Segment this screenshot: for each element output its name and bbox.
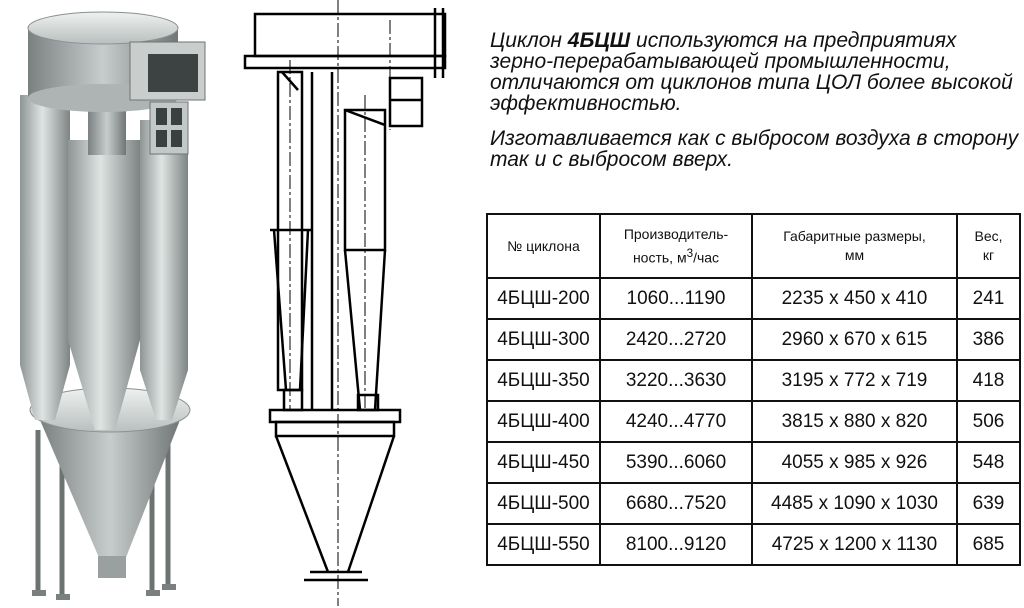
header-capacity: Производитель- ность, $м^3$/час bbox=[600, 214, 752, 278]
header-dimensions: Габаритные размеры, мм bbox=[752, 214, 957, 278]
table-row bbox=[487, 524, 1020, 565]
header-number: № циклона bbox=[487, 214, 600, 278]
cell-model: 4БЦШ-500 bbox=[487, 483, 600, 524]
cell-model: 4БЦШ-350 bbox=[487, 360, 600, 401]
table-row bbox=[487, 360, 1020, 401]
specifications-table bbox=[486, 213, 1021, 566]
table-row bbox=[487, 319, 1020, 360]
cell-dimensions: 2235 х 450 х 410 bbox=[752, 278, 957, 319]
cell-capacity: 4240...4770 bbox=[600, 401, 752, 442]
cell-capacity: 1060...1190 bbox=[600, 278, 752, 319]
cell-capacity: 8100...9120 bbox=[600, 524, 752, 565]
cell-model: 4БЦШ-200 bbox=[487, 278, 600, 319]
cyclone-3d-image bbox=[0, 0, 232, 608]
table-row bbox=[487, 401, 1020, 442]
cell-model: 4БЦШ-300 bbox=[487, 319, 600, 360]
cell-weight: 685 bbox=[957, 524, 1020, 565]
cell-dimensions: 3195 х 772 х 719 bbox=[752, 360, 957, 401]
cell-weight: 418 bbox=[957, 360, 1020, 401]
cell-model: 4БЦШ-550 bbox=[487, 524, 600, 565]
cell-dimensions: 4055 х 985 х 926 bbox=[752, 442, 957, 483]
table-row bbox=[487, 278, 1020, 319]
model-name: 4БЦШ bbox=[567, 29, 631, 52]
cell-capacity: 6680...7520 bbox=[600, 483, 752, 524]
cell-model: 4БЦШ-450 bbox=[487, 442, 600, 483]
cell-dimensions: 3815 х 880 х 820 bbox=[752, 401, 957, 442]
cell-dimensions: 4725 х 1200 х 1130 bbox=[752, 524, 957, 565]
description-paragraph-2: Изготавливается как с выбросом воздуха в сторону так и с выбросом вверх. bbox=[490, 127, 1019, 171]
table-row bbox=[487, 483, 1020, 524]
cell-capacity: 3220...3630 bbox=[600, 360, 752, 401]
cell-capacity: 2420...2720 bbox=[600, 319, 752, 360]
cell-weight: 386 bbox=[957, 319, 1020, 360]
cell-weight: 506 bbox=[957, 401, 1020, 442]
cell-weight: 548 bbox=[957, 442, 1020, 483]
table-row bbox=[487, 442, 1020, 483]
product-description bbox=[490, 30, 1020, 184]
cyclone-technical-drawing bbox=[240, 0, 455, 608]
header-weight: Вес, кг bbox=[957, 214, 1020, 278]
cell-dimensions: 2960 х 670 х 615 bbox=[752, 319, 957, 360]
cell-weight: 639 bbox=[957, 483, 1020, 524]
cell-weight: 241 bbox=[957, 278, 1020, 319]
description-paragraph-1: Циклон 4БЦШ используются на предприятиях зерно-перерабатывающей промышленности, отличаются от циклонов типа ЦОЛ более высокой эффективностью. bbox=[490, 29, 1013, 115]
table-header-row bbox=[487, 214, 1020, 278]
cell-model: 4БЦШ-400 bbox=[487, 401, 600, 442]
cell-dimensions: 4485 х 1090 х 1030 bbox=[752, 483, 957, 524]
cell-capacity: 5390...6060 bbox=[600, 442, 752, 483]
